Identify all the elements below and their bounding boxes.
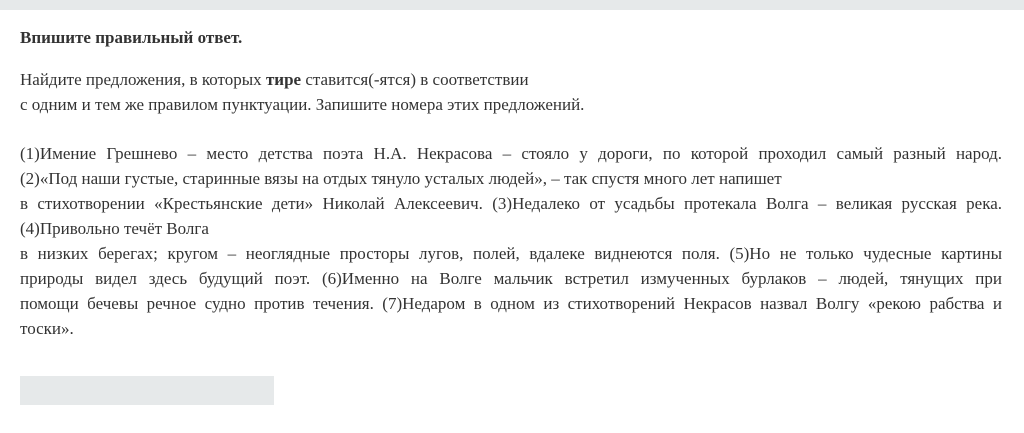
passage-line-1: (1)Имение Грешнево – место детства поэта Н.А. Некрасова – стояло у дороги, по которой проходил самый разный народ. xyxy=(20,144,1002,163)
passage-line-3: в стихотворении «Крестьянские дети» Николай Алексеевич. (3)Недалеко от усадьбы протекала Волга – великая русская река. xyxy=(20,194,1002,213)
question-content xyxy=(20,27,1002,341)
passage-line-8: тоски». xyxy=(20,319,74,338)
top-header-strip xyxy=(0,0,1024,10)
passage-line-2: (2)«Под наши густые, старинные вязы на отдых тянуло усталых людей», – так спустя много лет напишет xyxy=(20,169,782,188)
task-text xyxy=(20,67,1002,117)
task-line-2: с одним и тем же правилом пунктуации. Запишите номера этих предложений. xyxy=(20,95,585,114)
passage-line-4: (4)Привольно течёт Волга xyxy=(20,219,209,238)
task-text-bold: тире xyxy=(265,70,302,89)
passage-line-7: помощи бечевы речное судно против течения. (7)Недаром в одном из стихотворений Некрасов назвал Волгу «рекою рабства и xyxy=(20,294,1002,313)
answer-input[interactable] xyxy=(20,376,274,405)
passage-text xyxy=(20,141,1002,341)
task-text-part2: ставится(-ятся) в соответствии xyxy=(301,70,529,89)
instruction-heading: Впишите правильный ответ. xyxy=(20,28,243,47)
task-line-1 xyxy=(20,67,1002,92)
task-text-part1: Найдите предложения, в которых xyxy=(20,70,266,89)
passage-line-6: природы видел здесь будущий поэт. (6)Именно на Волге мальчик встретил измученных бурлаков – людей, тянущих при xyxy=(20,269,1002,288)
passage-line-5: в низких берегах; кругом – неоглядные просторы лугов, полей, вдалеке виднеются поля. (5)Но не только чудесные картины xyxy=(20,244,1002,263)
